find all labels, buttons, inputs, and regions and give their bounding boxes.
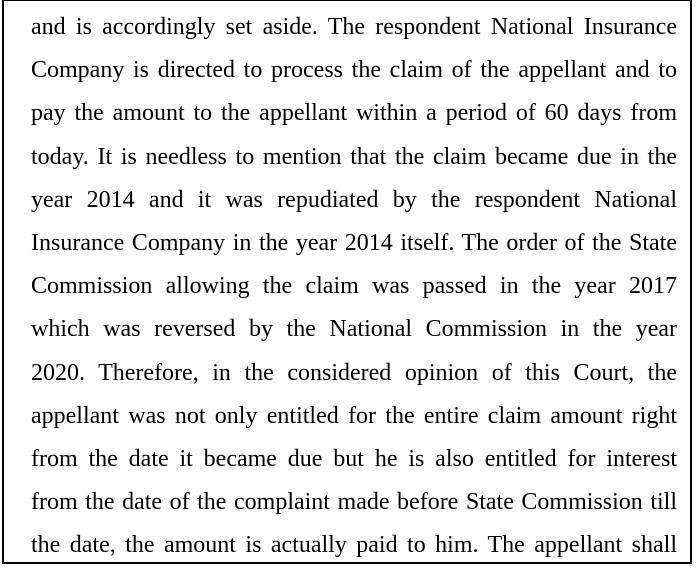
paragraph: [31, 6, 677, 567]
text-line: from the date it became due but he is also entitled for interest: [31, 445, 677, 472]
text-line: which was reversed by the National Commission in the year: [31, 316, 677, 343]
text-line: Commission allowing the claim was passed in the year 2017: [31, 273, 677, 300]
text-line: pay the amount to the appellant within a period of 60 days from: [31, 100, 677, 127]
text-line: and is accordingly set aside. The respondent National Insurance: [31, 14, 677, 40]
text-line: year 2014 and it was repudiated by the respondent National: [31, 186, 677, 213]
text-line: from the date of the complaint made before State Commission till: [31, 489, 677, 516]
text-line: Company is directed to process the claim of the appellant and to: [31, 57, 677, 84]
document-page: [2, 0, 692, 564]
text-line: today. It is needless to mention that the claim became due in the: [31, 143, 677, 170]
text-line: Insurance Company in the year 2014 itself. The order of the State: [31, 229, 677, 256]
text-line: appellant was not only entitled for the entire claim amount right: [31, 402, 677, 429]
text-line: the date, the amount is actually paid to him. The appellant shall: [31, 532, 677, 559]
text-line: 2020. Therefore, in the considered opinion of this Court, the: [31, 359, 677, 386]
